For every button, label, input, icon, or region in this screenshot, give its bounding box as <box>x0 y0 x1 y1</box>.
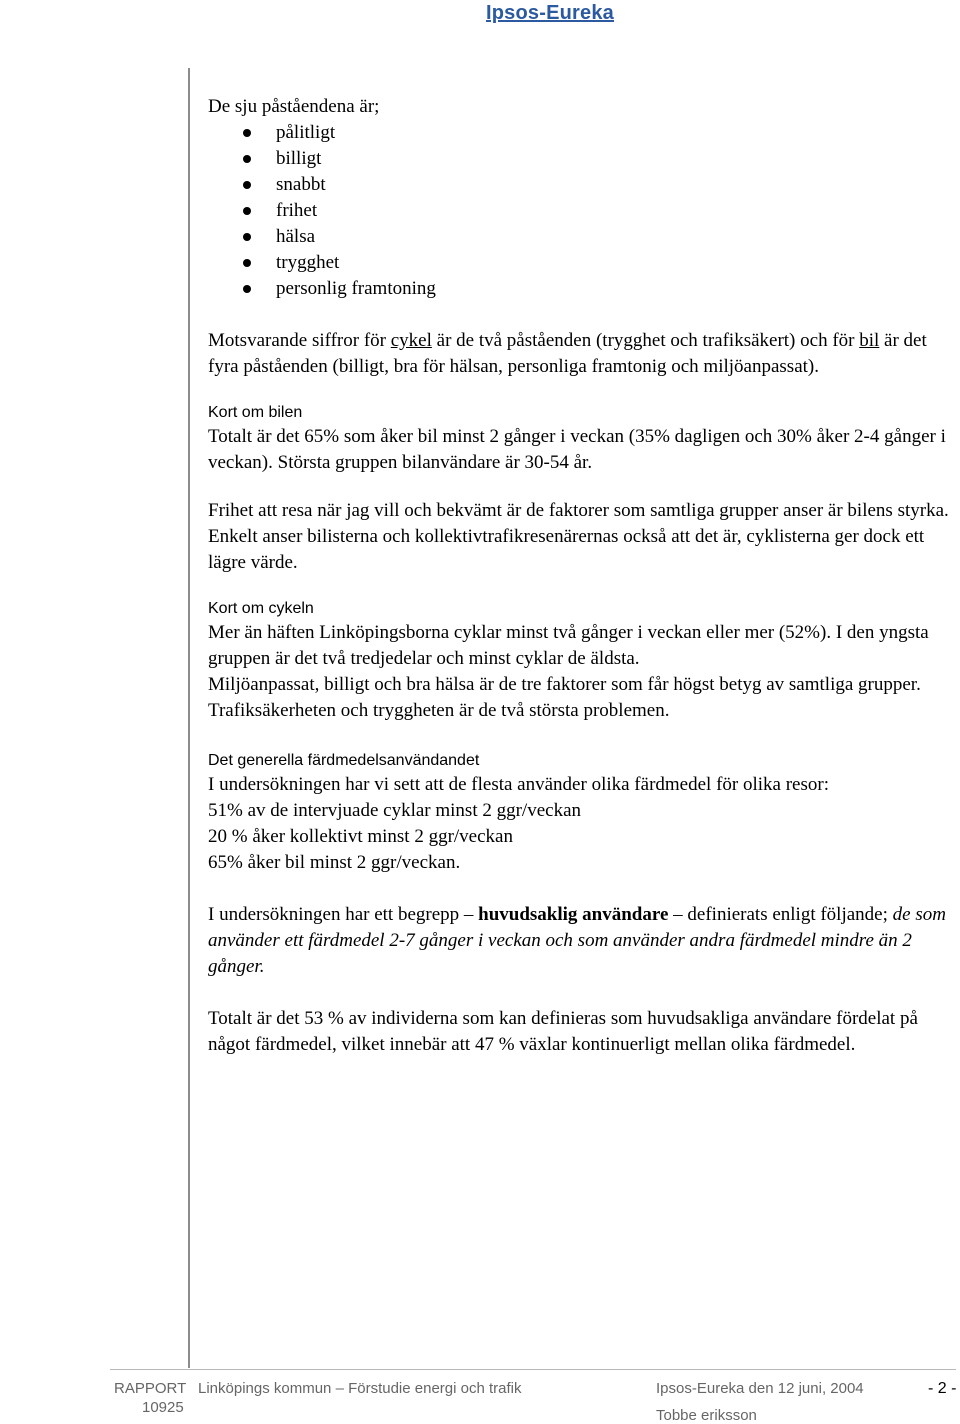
bil-paragraph-2: Frihet att resa när jag vill och bekvämt är de faktorer som samtliga grupper anser är bilens styrka. Enkelt anser bilisterna och kollektivtrafikresenärernas också att det är, cyklisterna ger dock ett lägre värde. <box>208 500 949 573</box>
defined-term: huvudsaklig användare <box>478 904 669 925</box>
section-heading-cykel: Kort om cykeln <box>208 600 314 617</box>
text-run: Motsvarande siffror för <box>208 330 391 351</box>
text-run: är det fyra påståenden (billigt, bra för hälsan, personliga framtonig och miljöanpassat). <box>208 330 927 377</box>
cykel-paragraph-2: Miljöanpassat, billigt och bra hälsa är de tre faktorer som får högst betyg av samtliga grupper. Trafiksäkerheten och tryggheten är de två största problemen. <box>208 674 921 721</box>
footer-report: RAPPORT <box>114 1380 187 1397</box>
ipsos-eureka-logo: Ipsos-Eureka <box>486 2 615 24</box>
spacer <box>208 476 950 498</box>
section-heading-generellt: Det generella färdmedelsanvändandet <box>208 752 480 769</box>
text-run: är de två påståenden (trygghet och trafiksäkert) och för <box>431 330 860 351</box>
spacer <box>208 980 950 1006</box>
conclusion-paragraph: Totalt är det 53 % av individerna som kan definieras som huvudsakliga användare fördelat på något färdmedel, vilket innebär att 47 % växlar kontinuerligt mellan olika färdmedel. <box>208 1008 918 1055</box>
spacer <box>208 576 950 598</box>
footer-rule <box>110 1369 956 1370</box>
generellt-line: 20 % åker kollektivt minst 2 ggr/veckan <box>208 826 513 847</box>
definition-paragraph <box>208 902 950 980</box>
comparison-paragraph <box>208 328 950 380</box>
definition-italic: de som använder ett färdmedel 2-7 gånger i veckan och som använder andra färdmedel mindre än 2 gånger. <box>208 904 946 977</box>
statements-list <box>208 120 950 302</box>
generellt-line: I undersökningen har vi sett att de flesta använder olika färdmedel för olika resor: <box>208 774 829 795</box>
cykel-paragraph-1: Mer än häften Linköpingsborna cyklar minst två gånger i veckan eller mer (52%). I den yngsta gruppen är det två tredjedelar och minst cyklar de äldsta. <box>208 622 929 669</box>
list-item: billigt <box>208 146 950 172</box>
text-run: I undersökningen har ett begrepp – <box>208 904 479 925</box>
statements-intro: De sju påståendena är; <box>208 96 380 117</box>
document-body <box>208 94 950 1058</box>
page-number: - 2 - <box>928 1380 957 1397</box>
footer-company-date: Ipsos-Eureka den 12 juni, 2004 <box>656 1380 864 1397</box>
list-item: frihet <box>208 198 950 224</box>
generellt-line: 51% av de intervjuade cyklar minst 2 ggr/veckan <box>208 800 582 821</box>
spacer <box>208 876 950 902</box>
list-item: trygghet <box>208 250 950 276</box>
bil-paragraph-1: Totalt är det 65% som åker bil minst 2 gånger i veckan (35% dagligen och 30% åker 2-4 gånger i veckan). Största gruppen bilanvändare är 30-54 år. <box>208 426 946 473</box>
spacer <box>208 724 950 750</box>
list-item: snabbt <box>208 172 950 198</box>
footer-report-number: 10925 <box>142 1399 184 1416</box>
generellt-line: 65% åker bil minst 2 ggr/veckan. <box>208 852 461 873</box>
footer-project: Linköpings kommun – Förstudie energi och trafik <box>198 1380 522 1397</box>
cykel-underlined: cykel <box>390 330 432 351</box>
list-item: hälsa <box>208 224 950 250</box>
bil-underlined: bil <box>859 330 880 351</box>
list-item: personlig framtoning <box>208 276 950 302</box>
margin-rule <box>188 68 190 1368</box>
text-run: – definierats enligt följande; <box>668 904 893 925</box>
spacer <box>208 380 950 402</box>
list-item: pålitligt <box>208 120 950 146</box>
section-heading-bil: Kort om bilen <box>208 404 303 421</box>
footer-author: Tobbe eriksson <box>656 1407 757 1424</box>
